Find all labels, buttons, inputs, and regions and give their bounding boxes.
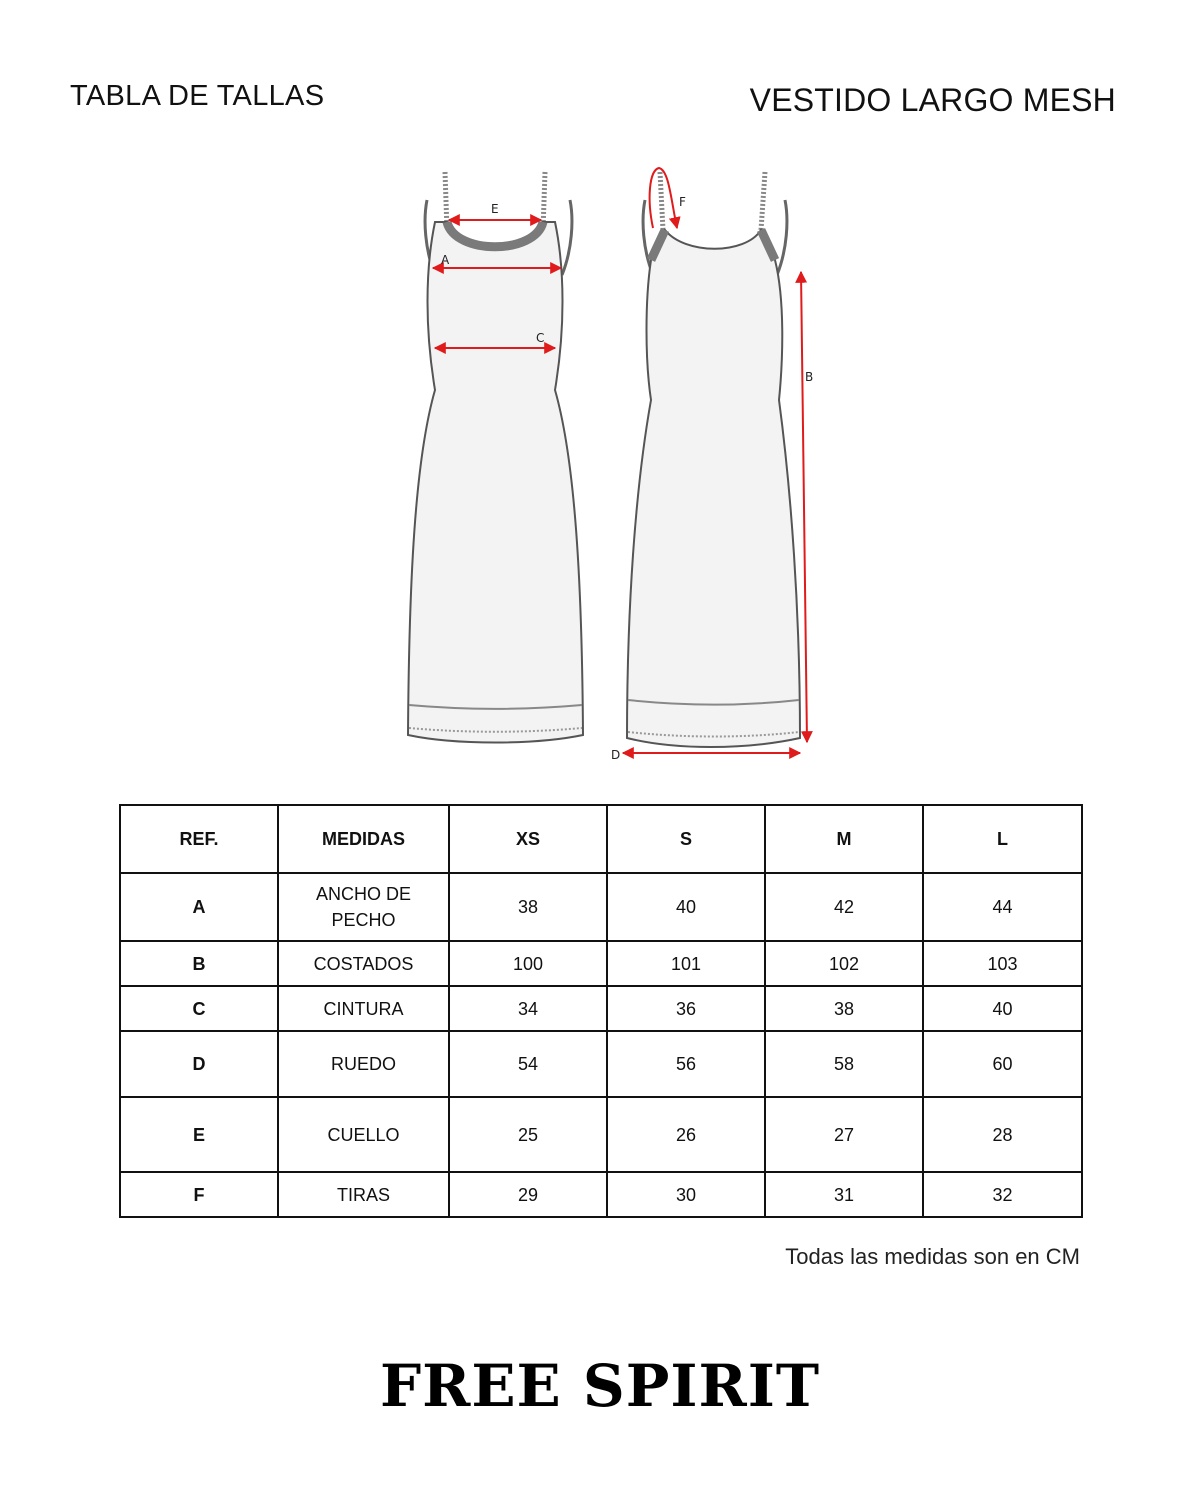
row-ref: A	[120, 873, 278, 941]
row-measure-name: RUEDO	[278, 1031, 449, 1097]
row-ref: C	[120, 986, 278, 1031]
cell-xs: 29	[449, 1172, 607, 1217]
row-ref: E	[120, 1097, 278, 1172]
cell-xs: 38	[449, 873, 607, 941]
product-name: VESTIDO LARGO MESH	[749, 82, 1116, 118]
table-header-row	[120, 805, 1082, 873]
cell-l: 60	[923, 1031, 1082, 1097]
table-row	[120, 1031, 1082, 1097]
label-e: E	[491, 202, 499, 216]
row-measure-name: CUELLO	[278, 1097, 449, 1172]
cell-m: 58	[765, 1031, 923, 1097]
col-header-s: S	[607, 805, 765, 873]
cell-m: 31	[765, 1172, 923, 1217]
label-f: F	[679, 195, 686, 209]
cell-s: 101	[607, 941, 765, 986]
table-row	[120, 986, 1082, 1031]
dress-technical-drawing	[395, 160, 825, 770]
cell-s: 56	[607, 1031, 765, 1097]
dress-front-view	[408, 172, 583, 743]
cell-s: 30	[607, 1172, 765, 1217]
table-row	[120, 873, 1082, 941]
row-ref: B	[120, 941, 278, 986]
row-ref: F	[120, 1172, 278, 1217]
size-table	[119, 804, 1083, 1218]
cell-s: 40	[607, 873, 765, 941]
cell-s: 36	[607, 986, 765, 1031]
cell-m: 42	[765, 873, 923, 941]
col-header-m: M	[765, 805, 923, 873]
col-header-l: L	[923, 805, 1082, 873]
cell-l: 28	[923, 1097, 1082, 1172]
label-d: D	[611, 748, 621, 762]
size-chart-title: TABLA DE TALLAS	[70, 80, 325, 112]
cell-l: 40	[923, 986, 1082, 1031]
cell-xs: 25	[449, 1097, 607, 1172]
col-header-medidas: MEDIDAS	[278, 805, 449, 873]
label-b: B	[805, 370, 814, 384]
table-row	[120, 941, 1082, 986]
row-measure-name: TIRAS	[278, 1172, 449, 1217]
row-measure-name: COSTADOS	[278, 941, 449, 986]
table-row	[120, 1172, 1082, 1217]
cell-l: 103	[923, 941, 1082, 986]
table-row	[120, 1097, 1082, 1172]
label-c: C	[536, 331, 545, 345]
brand-logo: FREE SPIRIT	[379, 1352, 821, 1420]
cell-m: 102	[765, 941, 923, 986]
cell-xs: 100	[449, 941, 607, 986]
cell-l: 44	[923, 873, 1082, 941]
col-header-xs: XS	[449, 805, 607, 873]
cell-m: 27	[765, 1097, 923, 1172]
dress-back-view	[611, 168, 813, 762]
row-measure-name: CINTURA	[278, 986, 449, 1031]
row-ref: D	[120, 1031, 278, 1097]
cell-m: 38	[765, 986, 923, 1031]
label-a: A	[441, 253, 450, 267]
cell-l: 32	[923, 1172, 1082, 1217]
units-note: Todas las medidas son en CM	[785, 1244, 1080, 1269]
row-measure-name: ANCHO DE PECHO	[278, 873, 449, 941]
cell-xs: 34	[449, 986, 607, 1031]
col-header-ref: REF.	[120, 805, 278, 873]
cell-s: 26	[607, 1097, 765, 1172]
cell-xs: 54	[449, 1031, 607, 1097]
